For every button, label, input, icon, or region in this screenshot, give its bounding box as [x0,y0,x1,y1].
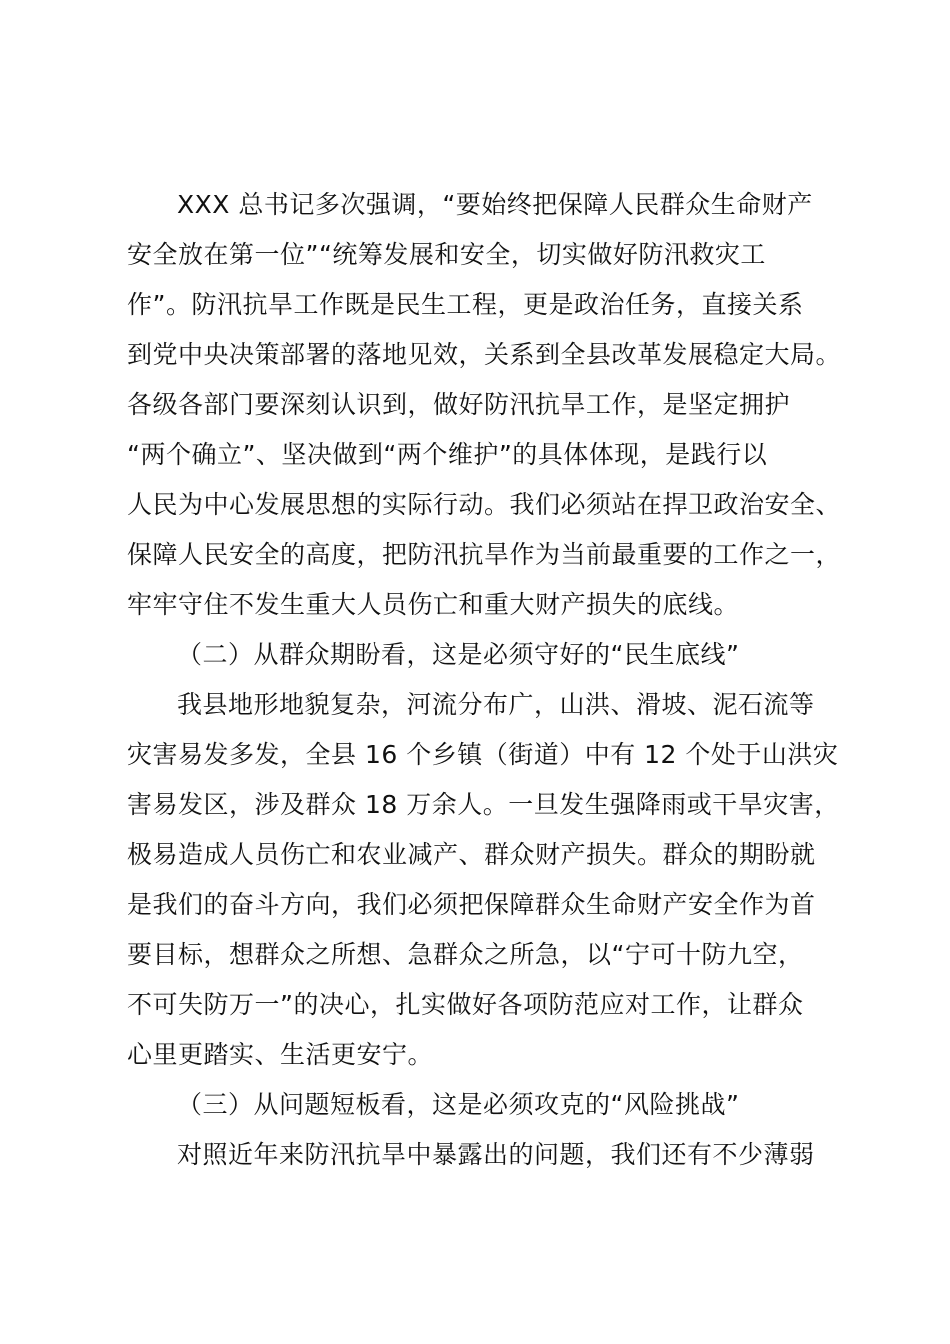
section-heading: （三）从问题短板看，这是必须攻克的“风险挑战” [177,1090,740,1119]
paragraph-line: 安全放在第一位”“统筹发展和安全，切实做好防汛救灾工 [127,240,766,269]
paragraph-line: 要目标，想群众之所想、急群众之所急，以“宁可十防九空， [127,940,804,969]
paragraph-line: 灾害易发多发，全县 16 个乡镇（街道）中有 12 个处于山洪灾 [127,740,839,769]
paragraph-line: 不可失防万一”的决心，扎实做好各项防范应对工作，让群众 [127,990,804,1019]
paragraph-line: 对照近年来防汛抗旱中暴露出的问题，我们还有不少薄弱 [177,1140,815,1169]
paragraph-line: 牢牢守住不发生重大人员伤亡和重大财产损失的底线。 [127,590,740,619]
paragraph-line: “两个确立”、坚决做到“两个维护”的具体体现，是践行以 [127,440,768,469]
paragraph-line: XXX 总书记多次强调，“要始终把保障人民群众生命财产 [177,190,813,219]
paragraph-line: 保障人民安全的高度，把防汛抗旱作为当前最重要的工作之一， [127,540,842,569]
paragraph-line: 害易发区，涉及群众 18 万余人。一旦发生强降雨或干旱灾害， [127,790,840,819]
paragraph-line: 作”。防汛抗旱工作既是民生工程，更是政治任务，直接关系 [127,290,804,319]
paragraph-line: 极易造成人员伤亡和农业减产、群众财产损失。群众的期盼就 [127,840,816,869]
paragraph-line: 是我们的奋斗方向，我们必须把保障群众生命财产安全作为首 [127,890,816,919]
paragraph-line: 人民为中心发展思想的实际行动。我们必须站在捍卫政治安全、 [127,490,842,519]
paragraph-line: 各级各部门要深刻认识到，做好防汛抗旱工作，是坚定拥护 [127,390,791,419]
paragraph-line: 到党中央决策部署的落地见效，关系到全县改革发展稳定大局。 [127,340,842,369]
document-body [127,180,857,1180]
paragraph-line: 心里更踏实、生活更安宁。 [127,1040,434,1069]
paragraph-line: 我县地形地貌复杂，河流分布广，山洪、滑坡、泥石流等 [177,690,815,719]
section-heading: （二）从群众期盼看，这是必须守好的“民生底线” [177,640,740,669]
